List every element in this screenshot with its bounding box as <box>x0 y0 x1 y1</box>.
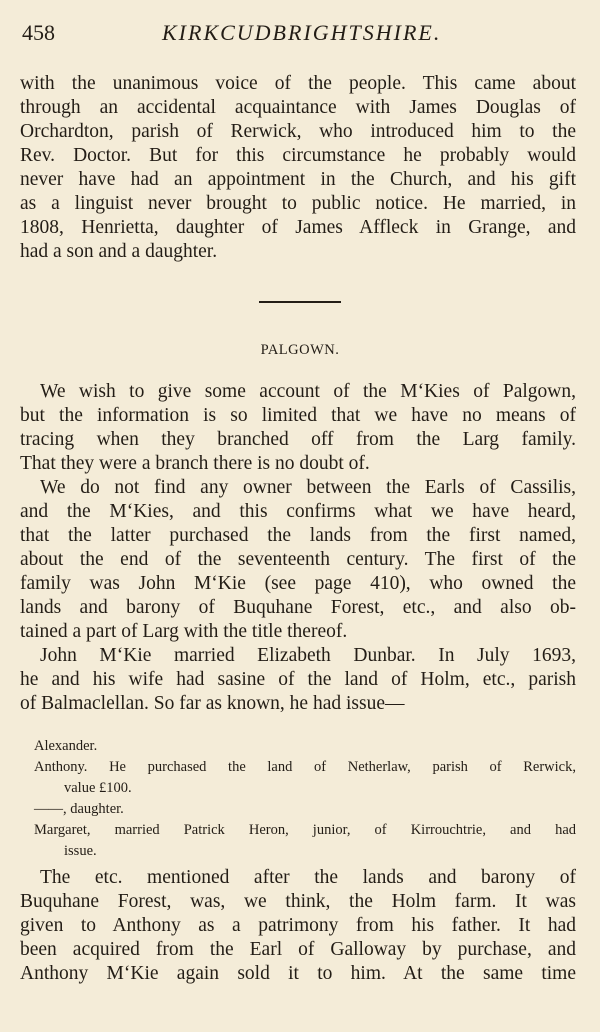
text-line: as a linguist never brought to public notice. He married, in <box>20 193 576 214</box>
issue-list <box>34 736 576 862</box>
text-line: given to Anthony as a patrimony from his father. It had <box>20 915 576 936</box>
running-head: KIRKCUDBRIGHTSHIRE. <box>162 20 442 45</box>
text-line: Rev. Doctor. But for this circumstance he probably would <box>20 145 576 166</box>
text-line: The etc. mentioned after the lands and barony of <box>40 867 576 888</box>
closing-paragraph <box>20 866 576 986</box>
text-line: and the M‘Kies, and this confirms what we have heard, <box>20 501 576 522</box>
section-divider <box>259 301 341 303</box>
text-line: 1808, Henrietta, daughter of James Affleck in Grange, and <box>20 217 576 238</box>
page-header <box>22 20 578 50</box>
text-line: that the latter purchased the lands from the first named, <box>20 525 576 546</box>
text-line: That they were a branch there is no doubt of. <box>20 453 370 474</box>
text-line: We wish to give some account of the M‘Kies of Palgown, <box>40 381 576 402</box>
text-line: had a son and a daughter. <box>20 241 218 262</box>
text-line: never have had an appointment in the Church, and his gift <box>20 169 576 190</box>
list-item-continuation: issue. <box>64 843 97 859</box>
section-body <box>20 380 576 716</box>
text-line: through an accidental acquaintance with James Douglas of <box>20 97 576 118</box>
text-line: Orchardton, parish of Rerwick, who introduced him to the <box>20 121 576 142</box>
list-item: ——, daughter. <box>34 801 124 817</box>
text-line: Anthony M‘Kie again sold it to him. At the same time <box>20 963 576 984</box>
text-line: of Balmaclellan. So far as known, he had issue— <box>20 693 405 714</box>
text-line: We do not find any owner between the Earls of Cassilis, <box>40 477 576 498</box>
text-line: about the end of the seventeenth century. The first of the <box>20 549 576 570</box>
text-line: Buquhane Forest, was, we think, the Holm farm. It was <box>20 891 576 912</box>
page-number: 458 <box>22 20 55 45</box>
text-line: tracing when they branched off from the Larg family. <box>20 429 576 450</box>
list-item: Anthony. He purchased the land of Netherlaw, parish of Rerwick, <box>34 759 576 775</box>
text-line: tained a part of Larg with the title thereof. <box>20 621 348 642</box>
section-title: PALGOWN. <box>260 342 340 358</box>
text-line: lands and barony of Buquhane Forest, etc., and also ob- <box>20 597 576 618</box>
text-line: but the information is so limited that we have no means of <box>20 405 576 426</box>
text-line: John M‘Kie married Elizabeth Dunbar. In July 1693, <box>40 645 576 666</box>
list-item-continuation: value £100. <box>64 780 132 796</box>
text-line: he and his wife had sasine of the land of Holm, etc., parish <box>20 669 576 690</box>
top-paragraph <box>20 72 576 264</box>
text-line: been acquired from the Earl of Galloway by purchase, and <box>20 939 576 960</box>
text-line: family was John M‘Kie (see page 410), who owned the <box>20 573 576 594</box>
list-item: Alexander. <box>34 738 98 754</box>
text-line: with the unanimous voice of the people. This came about <box>20 73 576 94</box>
list-item: Margaret, married Patrick Heron, junior, of Kirrouchtrie, and had <box>34 822 576 838</box>
